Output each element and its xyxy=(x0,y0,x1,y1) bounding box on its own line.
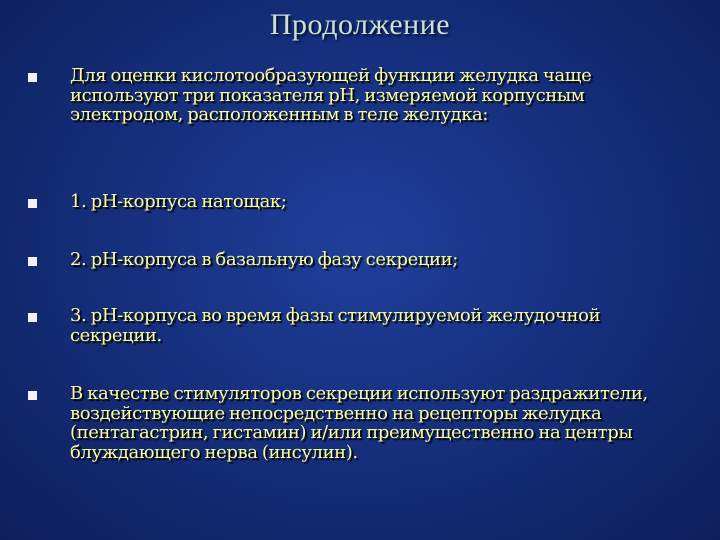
list-item-text: Для оценки кислотообразующей функции желудка чаще используют три показателя рН, измеряемой корпусным электродом, расположенным в теле желудка: xyxy=(70,65,592,125)
list-item-text: В качестве стимуляторов секреции используют раздражители, воздействующие непосредственно на рецепторы желудка (пентагастрин, гистамин) и/или преимущественно на центры блуждающего нерва (инсулин). xyxy=(70,383,648,463)
square-bullet-icon xyxy=(28,199,37,208)
list-item-text: 3. рН-корпуса во время фазы стимулируемой желудочной секреции. xyxy=(70,305,601,346)
list-item-text: 2. рН-корпуса в базальную фазу секреции; xyxy=(70,249,458,270)
square-bullet-icon xyxy=(28,313,37,322)
square-bullet-icon xyxy=(28,73,37,82)
square-bullet-icon xyxy=(28,257,37,266)
slide-title: Продолжение xyxy=(269,8,451,41)
list-item-text: 1. рН-корпуса натощак; xyxy=(70,191,287,212)
square-bullet-icon xyxy=(28,391,37,400)
